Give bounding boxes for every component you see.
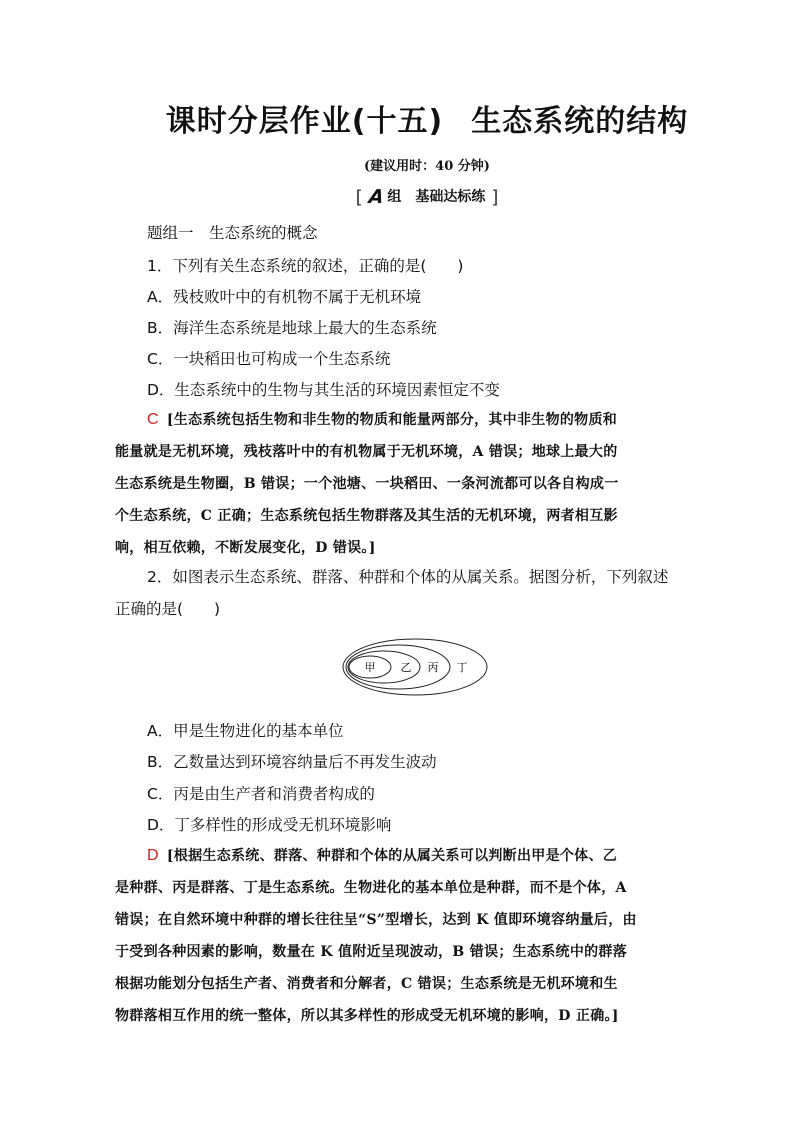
q1-option-a: A．残枝败叶中的有机物不属于无机环境 xyxy=(147,288,422,306)
q2-option-a: A．甲是生物进化的基本单位 xyxy=(147,722,344,740)
q1-stem: 1．下列有关生态系统的叙述，正确的是( ) xyxy=(147,257,464,275)
q1-option-c: C．一块稻田也可构成一个生态系统 xyxy=(147,350,391,368)
q2-answer: D xyxy=(147,847,159,864)
q2-explanation-line: 物群落相互作用的统一整体，所以其多样性的形成受无机环境的影响，D 正确。] xyxy=(115,1008,619,1024)
group-bracket-close: ] xyxy=(491,187,499,208)
label-yi: 乙 xyxy=(400,661,412,674)
q1-option-b: B．海洋生态系统是地球上最大的生态系统 xyxy=(147,319,437,337)
q2-explanation-line: 根据功能划分包括生产者、消费者和分解者，C 错误；生态系统是无机环境和生 xyxy=(115,976,618,992)
q2-stem-line-1: 2．如图表示生态系统、群落、种群和个体的从属关系。据图分析，下列叙述 xyxy=(147,568,669,586)
q2-explanation-line: 错误；在自然环境中种群的增长往往呈“S”型增长，达到 K 值即环境容纳量后，由 xyxy=(115,912,637,928)
q1-explanation-line: 响，相互依赖，不断发展变化，D 错误。] xyxy=(115,540,376,556)
nested-ellipses-diagram xyxy=(340,636,490,698)
label-bing: 丙 xyxy=(427,661,439,674)
group-label xyxy=(0,186,794,208)
q1-answer: C xyxy=(147,411,159,428)
q1-option-d: D．生态系统中的生物与其生活的环境因素恒定不变 xyxy=(147,381,500,399)
q1-explanation-line: C [生态系统包括生物和非生物的物质和能量两部分，其中非生物的物质和 xyxy=(147,411,618,428)
q2-explanation-line: 是种群、丙是群落、丁是生态系统。生物进化的基本单位是种群，而不是个体，A xyxy=(115,880,627,896)
q1-explanation-line: 生态系统是生物圈，B 错误；一个池塘、一块稻田、一条河流都可以各自构成一 xyxy=(115,476,619,492)
q2-stem-line-2: 正确的是( ) xyxy=(115,600,221,618)
group-text: 组 xyxy=(387,189,402,205)
q2-explanation-line: D [根据生态系统、群落、种群和个体的从属关系可以判断出甲是个体、乙 xyxy=(147,847,618,864)
group-bracket-open: [ xyxy=(355,187,363,208)
suggested-time: (建议用时：40 分钟) xyxy=(364,159,490,174)
q2-option-b: B．乙数量达到环境容纳量后不再发生波动 xyxy=(147,753,437,771)
title-part-1: 课时分层作业(十五) xyxy=(165,104,444,139)
group-a-icon: A xyxy=(367,186,385,208)
title-part-2: 生态系统的结构 xyxy=(471,104,689,139)
group-name: 基础达标练 xyxy=(415,189,486,205)
page-title xyxy=(0,96,794,140)
q2-option-c: C．丙是由生产者和消费者构成的 xyxy=(147,785,375,803)
label-jia: 甲 xyxy=(364,661,376,674)
section-title: 题组一 生态系统的概念 xyxy=(147,224,318,242)
q2-option-d: D．丁多样性的形成受无机环境影响 xyxy=(147,816,392,834)
q1-explanation-line: 个生态系统，C 正确；生态系统包括生物群落及其生活的无机环境，两者相互影 xyxy=(115,508,618,524)
q1-explanation-line: 能量就是无机环境，残枝落叶中的有机物属于无机环境，A 错误；地球上最大的 xyxy=(115,444,618,460)
label-ding: 丁 xyxy=(456,661,468,674)
q2-explanation-line: 于受到各种因素的影响，数量在 K 值附近呈现波动，B 错误；生态系统中的群落 xyxy=(115,944,628,960)
